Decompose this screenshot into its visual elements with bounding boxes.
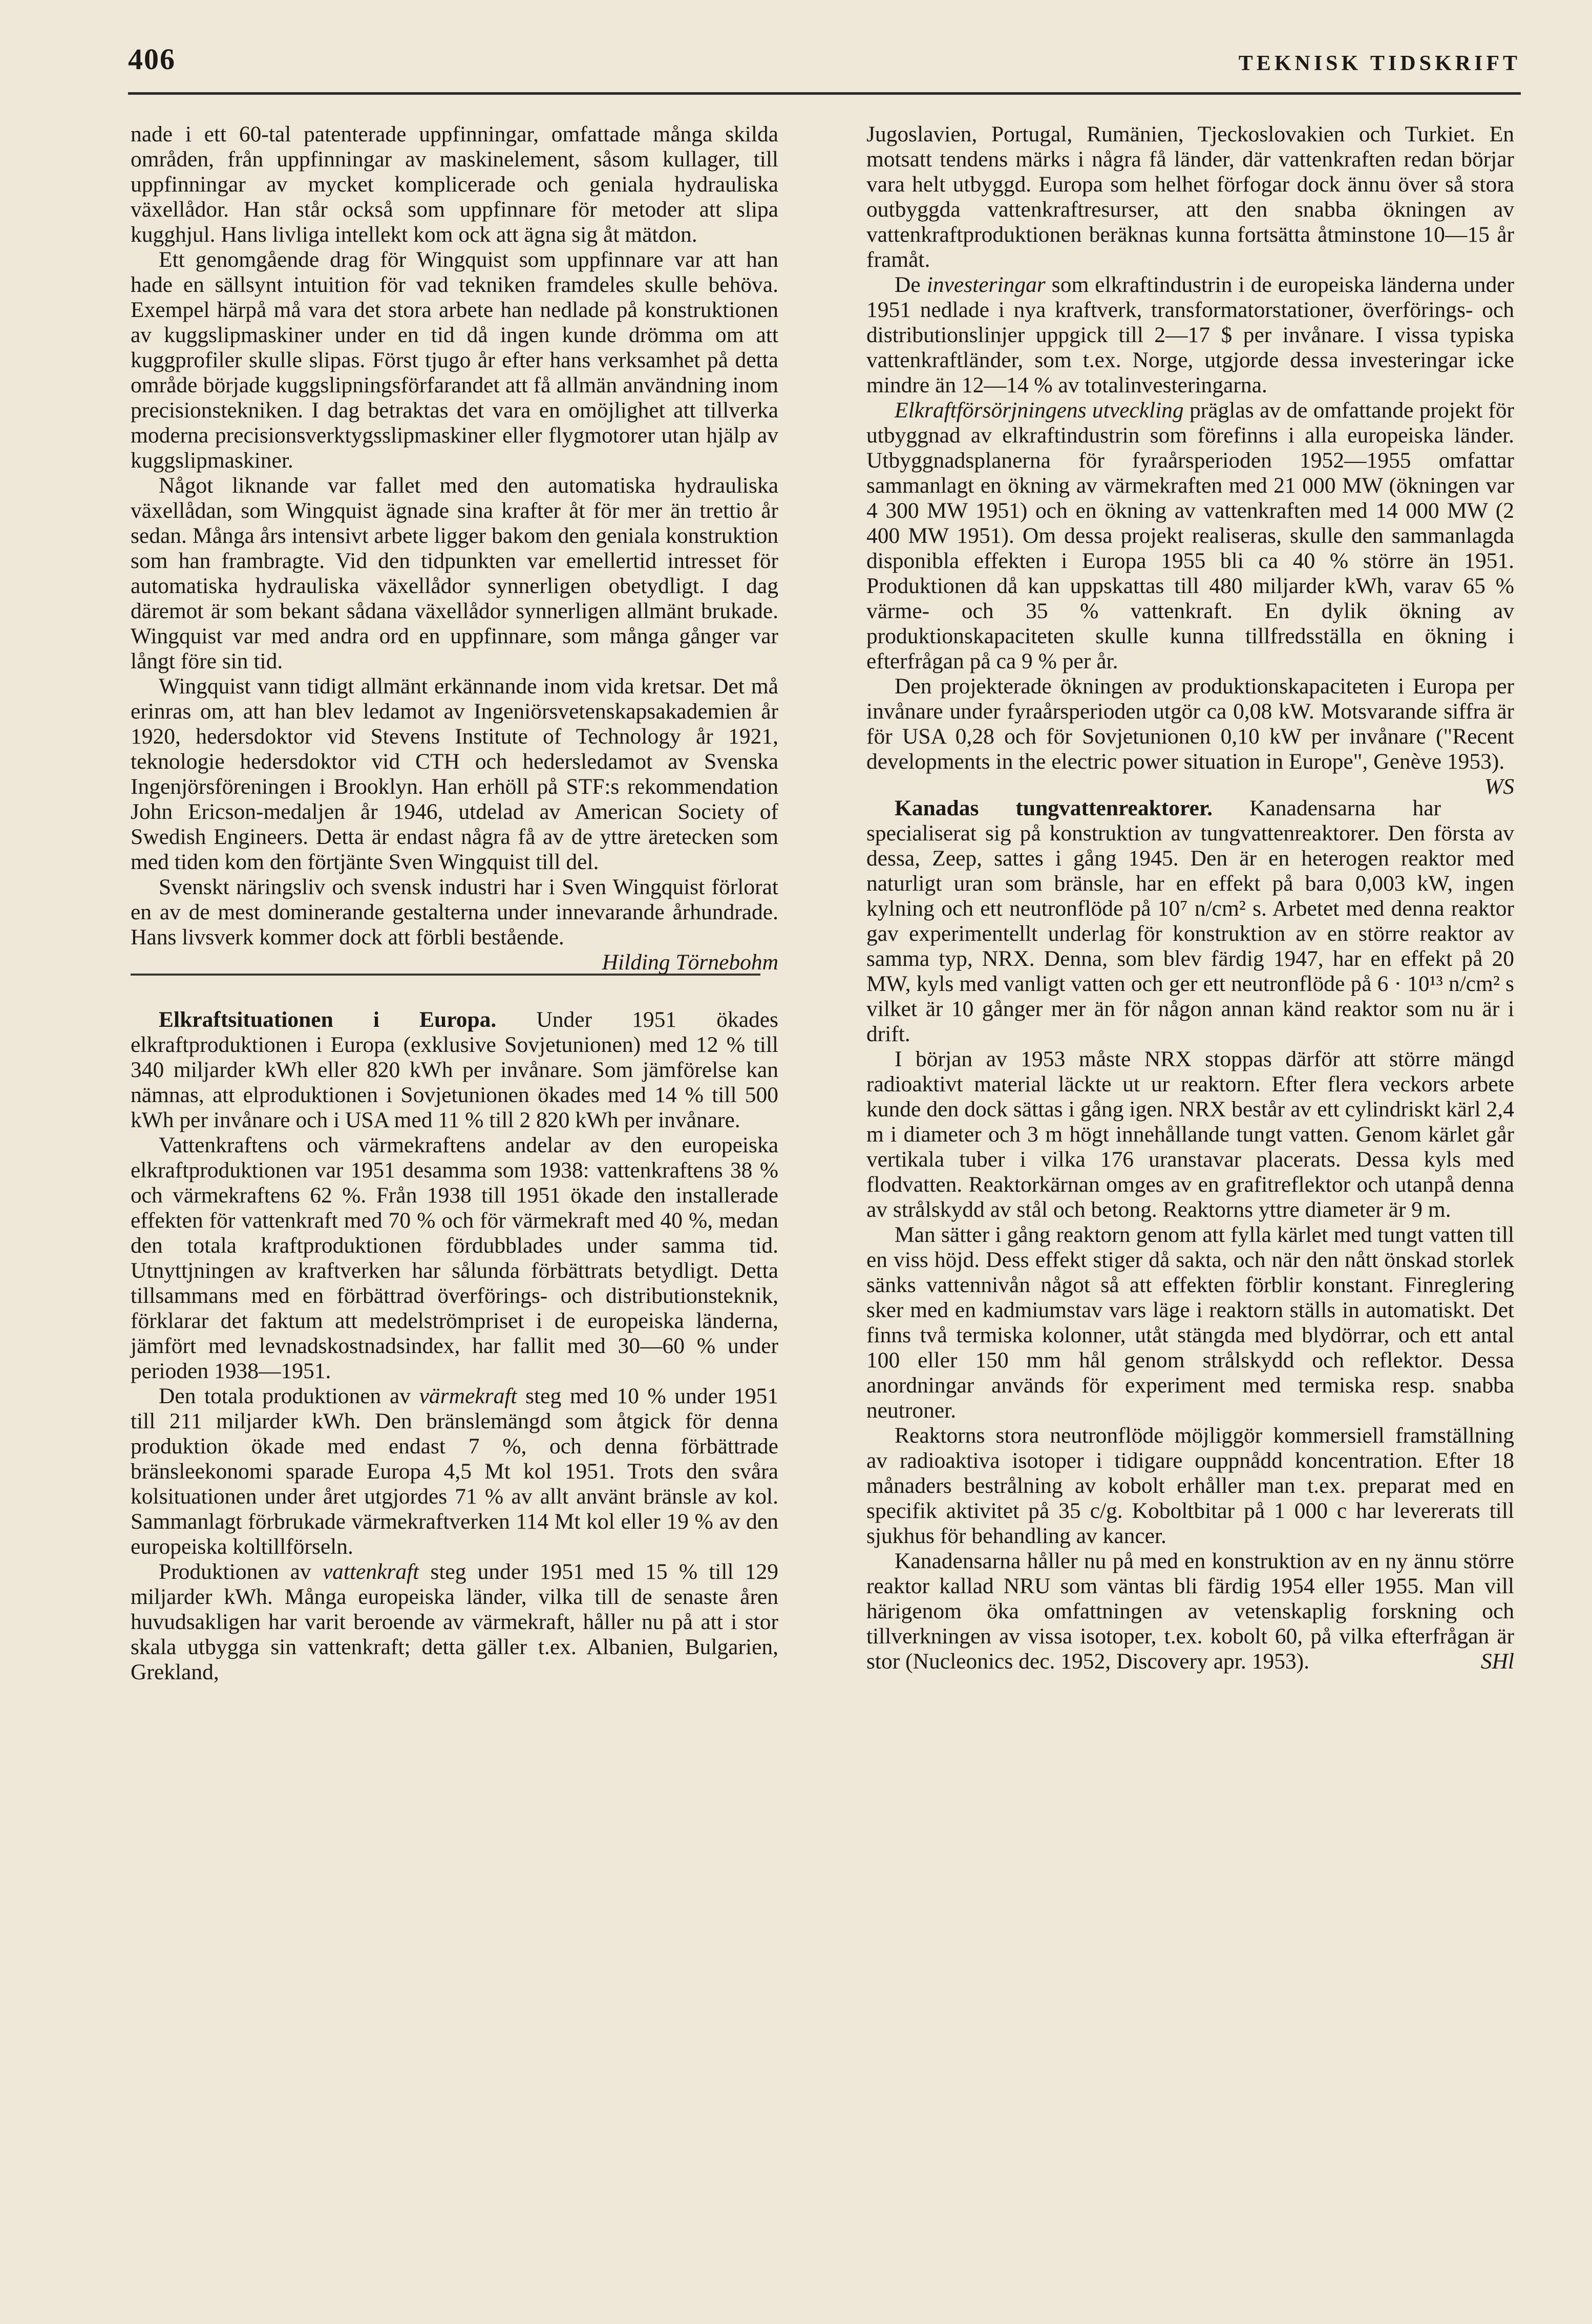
journal-title: TEKNISK TIDSKRIFT: [1238, 52, 1521, 75]
paragraph-text: som elkraftindustrin i de europeiska länderna under 1951 nedlade i nya kraftverk, transformatorstationer, överförings- och distributionslinjer uppgick till 2—17 $ per invånare. I vissa typiska vattenkraftländer, som t.ex. Norge, utgjorde dessa investeringar icke mindre än 12—14 % av totalinvesteringarna.: [866, 272, 1514, 397]
article-title: Kanadas tungvattenreaktorer.: [895, 796, 1213, 820]
article-elkraft-continued: [866, 122, 1514, 799]
paragraph-text: Under 1951 ökades elkraftproduktionen i Europa (exklusive Sovjetunionen) med 12 % till 340 miljarder kWh eller 820 kWh per invånare. Som jämförelse kan nämnas, att elproduktionen i Sovjetunionen ökades med 14 % till 500 kWh per invånare och i USA med 11 % till 2 820 kWh per invånare.: [131, 1007, 778, 1132]
paragraph: Något liknande var fallet med den automatiska hydrauliska växellådan, som Wingquist ägnade sina krafter åt för mer än trettio år sedan. Många års intensivt arbete ligger bakom den geniala konstruktion som han frambragte. Vid den tidpunkten var emellertid intresset för automatiska hydrauliska växellådor synnerligen obetydligt. I dag däremot är som bekant sådana växellådor synnerligen allmänt brukade. Wingquist var med andra ord en uppfinnare, som många gånger var långt före sin tid.: [131, 473, 778, 673]
section-gap: [866, 774, 1514, 796]
paragraph-text: steg under 1951 med 15 % till 129 miljarder kWh. Många europeiska länder, vilka till de senaste åren huvudsakligen har varit beroende av värmekraft, håller nu på att i stor skala utbygga sin vattenkraft; detta gäller t.ex. Albanien, Bulgarien, Grekland,: [131, 1559, 778, 1684]
paragraph-text: Kanadensarna har specialiserat sig på konstruktion av tungvattenreaktorer. Den första av dessa, Zeep, sattes i gång 1945. Den är en heterogen reaktor med naturligt uran som bränsle, har en effekt på bara 0,003 kW, ingen kylning och ett neutronflöde på 10⁷ n/cm² s. Arbetet med denna reaktor gav experimentellt underlag för konstruktion av en större reaktor av samma typ, NRX. Denna, som blev färdig 1947, har en effekt på 20 MW, kyls med vanligt vatten och ger ett neutronflöde på 6 · 10¹³ n/cm² s vilket är 10 gånger mer än för någon annan känd reaktor som nu är i drift.: [866, 796, 1514, 1046]
article-title: Elkraftsituationen i Europa.: [159, 1007, 497, 1032]
article-elkraft: [131, 1007, 778, 1685]
paragraph: Jugoslavien, Portugal, Rumänien, Tjeckoslovakien och Turkiet. En motsatt tendens märks i några få länder, där vattenkraften redan börjar vara helt utbyggd. Europa som helhet förfogar dock ännu över så stora outbyggda vattenkraftresurser, att den snabba ökningen av vattenkraftproduktionen beräknas kunna fortsätta åtminstone 10—15 år framåt.: [866, 122, 1514, 272]
paragraph: [131, 1007, 778, 1133]
paragraph: nade i ett 60-tal patenterade uppfinningar, omfattade många skilda områden, från uppfinningar av maskinelement, såsom kullager, till uppfinningar av mycket komplicerade och geniala hydrauliska växellådor. Han står också som uppfinnare för metoder att slipa kugghjul. Hans livliga intellekt kom ock att ägna sig åt mätdon.: [131, 122, 778, 247]
paragraph-text: präglas av de omfattande projekt för utbyggnad av elkraftindustrin som förefinns i alla europeiska länder. Utbyggnadsplanerna för fyraårsperioden 1952—1955 omfattar sammanlagt en ökning av värmekraften med 21 000 MW (ökningen var 4 300 MW 1951) och en ökning av vattenkraften med 14 000 MW (2 400 MW 1951). Om dessa projekt realiseras, skulle den sammanlagda disponibla effekten i Europa 1955 bli ca 40 % större än 1951. Produktionen då kan uppskattas till 480 miljarder kWh, varav 65 % värme- och 35 % vattenkraft. En dylik ökning av produktionskapaciteten skulle kunna tillfredsställa en ökning i efterfrågan på ca 9 % per år.: [866, 398, 1514, 673]
paragraph: Man sätter i gång reaktorn genom att fylla kärlet med tungt vatten till en viss höjd. Dess effekt stiger då sakta, och när den nått önskad storlek sänks vattennivån något så att effekten förblir konstant. Finreglering sker med en kadmiumstav vars läge i reaktorn ställs in automatiskt. Det finns två termiska kolonner, utåt stängda med blydörrar, och ett antal 100 eller 150 mm hål genom strålskydd och reflektor. Dessa anordningar används för experiment med termiska resp. snabba neutroner.: [866, 1222, 1514, 1423]
emphasis-text: Elkraftförsörjningens utveckling: [895, 398, 1184, 422]
emphasis-text: investeringar: [926, 272, 1046, 297]
emphasis-text: vattenkraft: [322, 1559, 419, 1584]
paragraph: Wingquist vann tidigt allmänt erkännande inom vida kretsar. Det må erinras om, att han blev ledamot av Ingeniörsvetenskapsakademien år 1920, hedersdoktor vid Stevens Institute of Technology år 1921, teknologie hedersdoktor vid CTH och hedersledamot av Svenska Ingenjörsföreningen i Brooklyn. Han erhöll på STF:s rekommendation John Ericson-medaljen år 1946, utdelad av American Society of Swedish Engineers. Detta är endast några få av de yttre äretecken som med tiden kom den förtjänte Sven Wingquist till del.: [131, 674, 778, 874]
page-header: [128, 42, 1521, 88]
paragraph: [866, 272, 1514, 398]
paragraph: Vattenkraftens och värmekraftens andelar av den europeiska elkraftproduktionen var 1951 desamma som 1938: vattenkraftens 38 % och värmekraftens 62 %. Från 1938 till 1951 ökade den installerade effekten för vattenkraft med 70 % och för värmekraft med 40 %, medan den totala kraftproduktionen fördubblades under samma tid. Utnyttjningen av kraftverken har sålunda förbättrats betydligt. Detta tillsammans med en förbättrad överförings- och distributionsteknik, förklarar det faktum att medelströmpriset i de europeiska länderna, jämfört med levnadskostnadsindex, har fallit med 30—60 % under perioden 1938—1951.: [131, 1133, 778, 1383]
page-number: 406: [128, 43, 176, 76]
right-column: [866, 122, 1514, 1674]
paragraph-text: Den totala produktionen av: [159, 1384, 419, 1408]
author-signature: WS: [1484, 774, 1514, 799]
paragraph-text: Produktionen av: [159, 1559, 323, 1584]
paragraph: [866, 1549, 1514, 1674]
paragraph-text: Den projekterade ökningen av produktionskapaciteten i Europa per invånare under fyraårsperioden utgör ca 0,08 kW. Motsvarande siffra är för USA 0,28 och för Sovjetunionen 0,10 kW per invånare ("Recent developments in the electric power situation in Europe", Genève 1953).: [866, 674, 1514, 774]
paragraph: [131, 875, 778, 975]
author-signature: Hilding Törnebohm: [602, 950, 778, 975]
emphasis-text: värmekraft: [419, 1384, 517, 1408]
paragraph: [131, 1384, 778, 1559]
paragraph: [866, 674, 1514, 799]
author-signature: SHl: [1480, 1649, 1514, 1674]
paragraph: Reaktorns stora neutronflöde möjliggör kommersiell framställning av radioaktiva isotoper i tidigare ouppnådd koncentration. Efter 18 månaders bestrålning av kobolt erhåller man t.ex. preparat med en specifik aktivitet på 35 c/g. Koboltbitar på 1 000 c har levererats till sjukhus för behandling av kancer.: [866, 1423, 1514, 1548]
paragraph-text: De: [895, 272, 927, 297]
header-rule: [128, 92, 1521, 95]
paragraph: I början av 1953 måste NRX stoppas därför att större mängd radioaktivt material läckte ut ur reaktorn. Efter flera veckors arbete kunde den dock sättas i gång igen. NRX består av ett cylindriskt kärl 2,4 m i diameter och 3 m högt innehållande tungt vatten. Genom kärlet går vertikala tuber i vilka 176 uranstavar placerats. Dessa kyls med flodvatten. Reaktorkärnan omges av en grafitreflektor och utanpå denna av strålskydd av stål och betong. Reaktorns yttre diameter är 9 m.: [866, 1047, 1514, 1222]
wingquist-obituary: [131, 122, 778, 975]
paragraph: Ett genomgående drag för Wingquist som uppfinnare var att han hade en sällsynt intuition för vad tekniken framdeles skulle behöva. Exempel härpå må vara det stora arbete han nedlade på konstruktionen av kuggslipmaskiner under en tid då ingen kunde drömma om att kuggprofiler skulle slipas. Först tjugo år efter hans verksamhet på detta område började kuggslipningsförfarandet att få allmän användning inom precisionstekniken. I dag betraktas det vara en omöjlighet att tillverka moderna precisionsverktygsslipmaskiner eller flygmotorer utan hjälp av kuggslipmaskiner.: [131, 247, 778, 473]
left-column: [131, 122, 778, 1685]
paragraph: [131, 1559, 778, 1685]
paragraph-text: Kanadensarna håller nu på med en konstruktion av en ny ännu större reaktor kallad NRU som väntas bli färdig 1954 eller 1955. Man vill härigenom öka omfattningen av vetenskaplig forskning och tillverkningen av vissa isotoper, t.ex. kobolt 60, på vilka efterfrågan är stor (Nucleonics dec. 1952, Discovery apr. 1953).: [866, 1549, 1514, 1674]
paragraph-text: Svenskt näringsliv och svensk industri har i Sven Wingquist förlorat en av de mest dominerande gestalterna under innevarande århundrade. Hans livsverk kommer dock att förbli bestående.: [131, 875, 778, 949]
paragraph-text: steg med 10 % under 1951 till 211 miljarder kWh. Den bränslemängd som åtgick för denna produktion ökade med endast 7 %, och denna förbättrade bränsleekonomi sparade Europa 4,5 Mt kol 1951. Trots den svåra kolsituationen under året utgjordes 71 % av allt använt bränsle av kol. Sammanlagt förbrukade värmekraftverken 114 Mt kol eller 19 % av den europeiska koltillförseln.: [131, 1384, 778, 1559]
paragraph: [866, 796, 1514, 1047]
article-kanada: [866, 796, 1514, 1674]
paragraph: [866, 398, 1514, 674]
